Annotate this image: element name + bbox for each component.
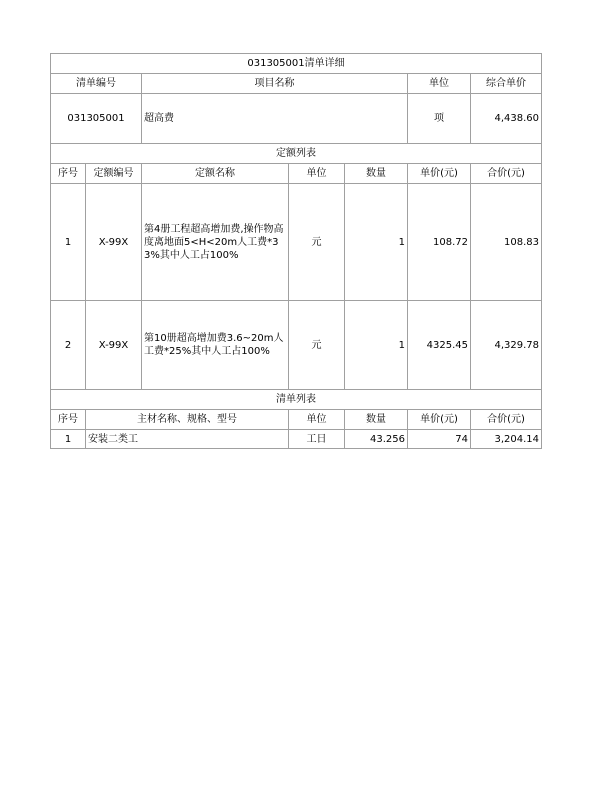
quota-total: 4,329.78 <box>471 301 542 390</box>
list-row <box>51 430 542 449</box>
quota-qty: 1 <box>345 184 408 301</box>
quota-code-header: 定额编号 <box>86 164 142 184</box>
quota-total: 108.83 <box>471 184 542 301</box>
list-section-title: 清单列表 <box>51 390 542 410</box>
list-seq: 1 <box>51 430 86 449</box>
item-name: 超高费 <box>142 94 408 144</box>
quota-total-header: 合价(元) <box>471 164 542 184</box>
list-seq-header: 序号 <box>51 410 86 430</box>
quota-section-row <box>51 144 542 164</box>
list-qty-header: 数量 <box>345 410 408 430</box>
quota-code: X-99X <box>86 184 142 301</box>
quota-seq-header: 序号 <box>51 164 86 184</box>
code-header: 清单编号 <box>51 74 142 94</box>
quota-unit-header: 单位 <box>289 164 345 184</box>
sheet-title: 031305001清单详细 <box>51 54 542 74</box>
list-unit-price-header: 单价(元) <box>408 410 471 430</box>
item-code: 031305001 <box>51 94 142 144</box>
price-header: 综合单价 <box>471 74 542 94</box>
quota-section-title: 定额列表 <box>51 144 542 164</box>
bill-detail-table <box>50 53 542 449</box>
quota-name-header: 定额名称 <box>142 164 289 184</box>
quota-unit-price: 108.72 <box>408 184 471 301</box>
quota-seq: 1 <box>51 184 86 301</box>
quota-seq: 2 <box>51 301 86 390</box>
quota-qty-header: 数量 <box>345 164 408 184</box>
name-header: 项目名称 <box>142 74 408 94</box>
quota-qty: 1 <box>345 301 408 390</box>
unit-header: 单位 <box>408 74 471 94</box>
quota-name: 第10册超高增加费3.6~20m人工费*25%其中人工占100% <box>142 301 289 390</box>
list-header-row <box>51 410 542 430</box>
list-total: 3,204.14 <box>471 430 542 449</box>
item-unit: 项 <box>408 94 471 144</box>
list-name: 安装二类工 <box>86 430 289 449</box>
list-unit-price: 74 <box>408 430 471 449</box>
item-price: 4,438.60 <box>471 94 542 144</box>
quota-row <box>51 184 542 301</box>
list-name-header: 主材名称、规格、型号 <box>86 410 289 430</box>
quota-unit: 元 <box>289 184 345 301</box>
title-row <box>51 54 542 74</box>
list-unit: 工日 <box>289 430 345 449</box>
list-total-header: 合价(元) <box>471 410 542 430</box>
quota-code: X-99X <box>86 301 142 390</box>
quota-unit-price: 4325.45 <box>408 301 471 390</box>
list-section-row <box>51 390 542 410</box>
item-header-row <box>51 74 542 94</box>
list-qty: 43.256 <box>345 430 408 449</box>
item-row <box>51 94 542 144</box>
quota-header-row <box>51 164 542 184</box>
quota-unit: 元 <box>289 301 345 390</box>
quota-unit-price-header: 单价(元) <box>408 164 471 184</box>
quota-name: 第4册工程超高增加费,操作物高度离地面5<H<20m人工费*33%其中人工占100% <box>142 184 289 301</box>
list-unit-header: 单位 <box>289 410 345 430</box>
quota-row <box>51 301 542 390</box>
